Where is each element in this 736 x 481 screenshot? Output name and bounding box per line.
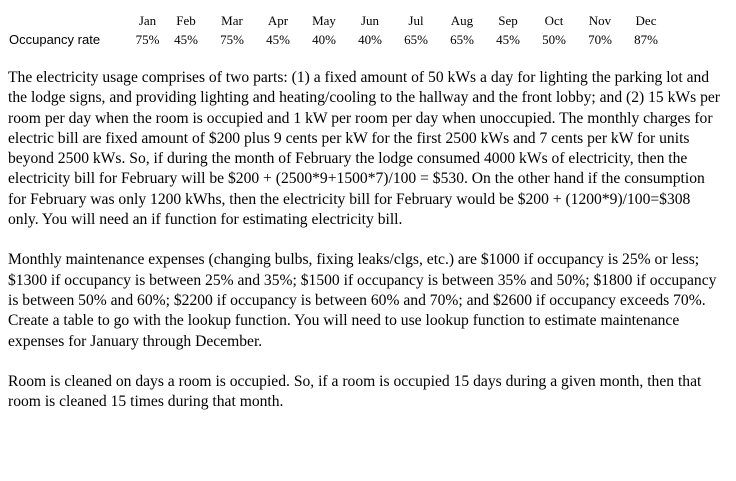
month-header: Jun	[360, 13, 380, 28]
occupancy-rate-cell: 75%	[135, 32, 160, 47]
month-header: Feb	[176, 13, 196, 28]
occupancy-rate-cell: 65%	[404, 32, 428, 47]
occupancy-rate-row	[0, 30, 669, 49]
header-label-blank	[0, 11, 132, 30]
month-header: Apr	[267, 13, 289, 28]
occupancy-rate-cell: 45%	[266, 32, 290, 47]
month-header: Mar	[221, 13, 243, 28]
occupancy-rate-cell: 45%	[496, 32, 520, 47]
occupancy-rate-cell: 50%	[542, 32, 566, 47]
month-header: Jul	[408, 13, 424, 28]
month-header: May	[312, 13, 336, 28]
month-header: Dec	[635, 13, 657, 28]
cleaning-paragraph: Room is cleaned on days a room is occupied. So, if a room is occupied 15 days during a given month, then that room is cleaned 15 times during that month.	[8, 372, 702, 411]
month-header: Oct	[544, 13, 564, 28]
electricity-paragraph: The electricity usage comprises of two parts: (1) a fixed amount of 50 kWs a day for lighting the parking lot and the lodge signs, and providing lighting and heating/cooling to the hallway and the front lobby; and (2) 15 kWs per room per day when the room is occupied and 1 kW per room per day when unoccupied. The monthly charges for electric bill are fixed amount of $200 plus 9 cents per kW for the first 2500 kWs and 7 cents per kW for units beyond 2500 kWs. So, if during the month of February the lodge consumed 4000 kWs of electricity, then the electricity bill for February will be $200 + (2500*9+1500*7)/100 = $530. On the other hand if the consumption for February was only 1200 kWhs, then the electricity bill for February would be $200 + (1200*9)/100=$308 only. You will need an if function for estimating electricity bill.	[8, 69, 720, 229]
occupancy-table	[0, 11, 669, 49]
occupancy-rate-cell: 45%	[174, 32, 198, 47]
occupancy-rate-cell: 40%	[358, 32, 382, 47]
occupancy-rate-cell: 70%	[588, 32, 612, 47]
month-header: Nov	[588, 13, 612, 28]
month-header: Jan	[138, 13, 157, 28]
occupancy-rate-cell: 65%	[450, 32, 474, 47]
month-header: Aug	[450, 13, 474, 28]
maintenance-paragraph: Monthly maintenance expenses (changing bulbs, fixing leaks/clgs, etc.) are $1000 if occupancy is 25% or less; $1300 if occupancy is between 25% and 35%; $1500 if occupancy is between 35% and 50%; $1800 if occupancy is between 50% and 60%; $2200 if occupancy is between 60% and 70%; and $2600 if occupancy exceeds 70%. Create a table to go with the lookup function. You will need to use lookup function to estimate maintenance expenses for January through December.	[8, 251, 717, 350]
month-header-row	[0, 11, 669, 30]
month-header: Sep	[498, 13, 518, 28]
occupancy-rate-cell: 87%	[634, 32, 658, 47]
occupancy-rate-cell: 75%	[220, 32, 244, 47]
document-body	[8, 68, 724, 432]
occupancy-rate-cell: 40%	[312, 32, 336, 47]
occupancy-rate-label: Occupancy rate	[9, 32, 101, 47]
